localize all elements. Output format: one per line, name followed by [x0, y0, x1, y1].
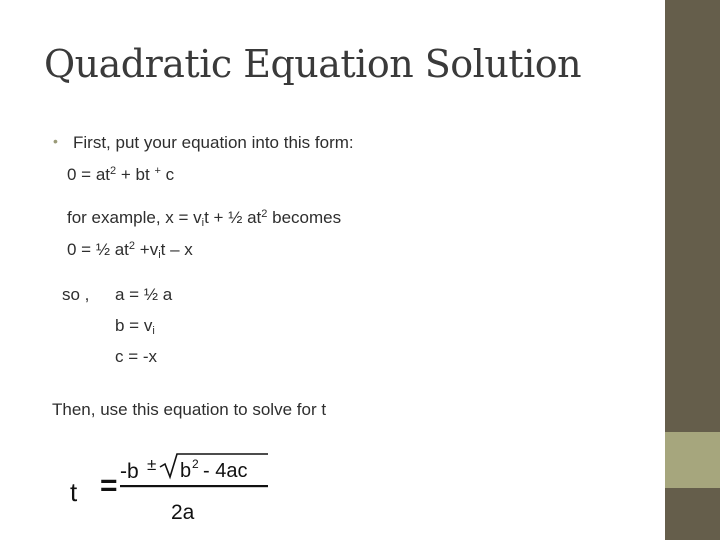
formula-plus-minus: ±	[147, 455, 157, 474]
form-rest: + bt	[116, 165, 150, 184]
form-c: c	[160, 165, 175, 184]
example-subscript: i	[201, 217, 205, 229]
form-plus-sup: +	[154, 165, 161, 177]
then-line: Then, use this equation to solve for t	[52, 400, 327, 419]
slide-title: Quadratic Equation Solution	[44, 42, 582, 86]
standard-form-line	[67, 165, 174, 185]
quadratic-formula	[68, 448, 278, 530]
coefficient-a: a = ½ a	[115, 285, 173, 304]
formula-denominator: 2a	[171, 501, 195, 524]
coefficient-b-text: b = v	[115, 316, 153, 335]
example-part-c: becomes	[267, 208, 342, 227]
coefficient-c: c = -x	[115, 347, 158, 366]
example-part-b: t + ½ at	[204, 208, 262, 227]
sidebar-band-top	[665, 0, 720, 432]
so-label: so ,	[62, 285, 90, 304]
formula-radicand-rest: - 4ac	[203, 460, 248, 482]
rewritten-part-c: t – x	[160, 240, 193, 259]
rewritten-subscript: i	[158, 249, 161, 261]
rewritten-exponent: 2	[128, 240, 136, 252]
bullet-dot-icon: •	[53, 133, 58, 149]
example-exponent: 2	[261, 208, 268, 220]
formula-t: t	[70, 477, 78, 507]
example-line	[67, 208, 341, 229]
formula-neg-b: -b	[120, 460, 139, 483]
fraction-bar	[120, 485, 268, 487]
example-part-a: for example, x = v	[67, 208, 202, 227]
sidebar-band-bottom	[665, 488, 720, 540]
rewritten-part-a: 0 = ½ at	[67, 240, 129, 259]
coefficient-b	[115, 316, 155, 337]
rewritten-part-b: +v	[135, 240, 159, 259]
sidebar-band-accent	[665, 432, 720, 488]
bullet-text: First, put your equation into this form:	[73, 133, 354, 152]
formula-equals: =	[100, 469, 118, 502]
formula-radicand-exponent: 2	[192, 457, 199, 471]
coefficient-b-subscript: i	[152, 325, 155, 337]
formula-radicand-b: b	[180, 460, 192, 482]
form-lhs: 0 = at	[67, 165, 111, 184]
form-exponent: 2	[110, 165, 117, 177]
rewritten-line	[67, 240, 193, 261]
